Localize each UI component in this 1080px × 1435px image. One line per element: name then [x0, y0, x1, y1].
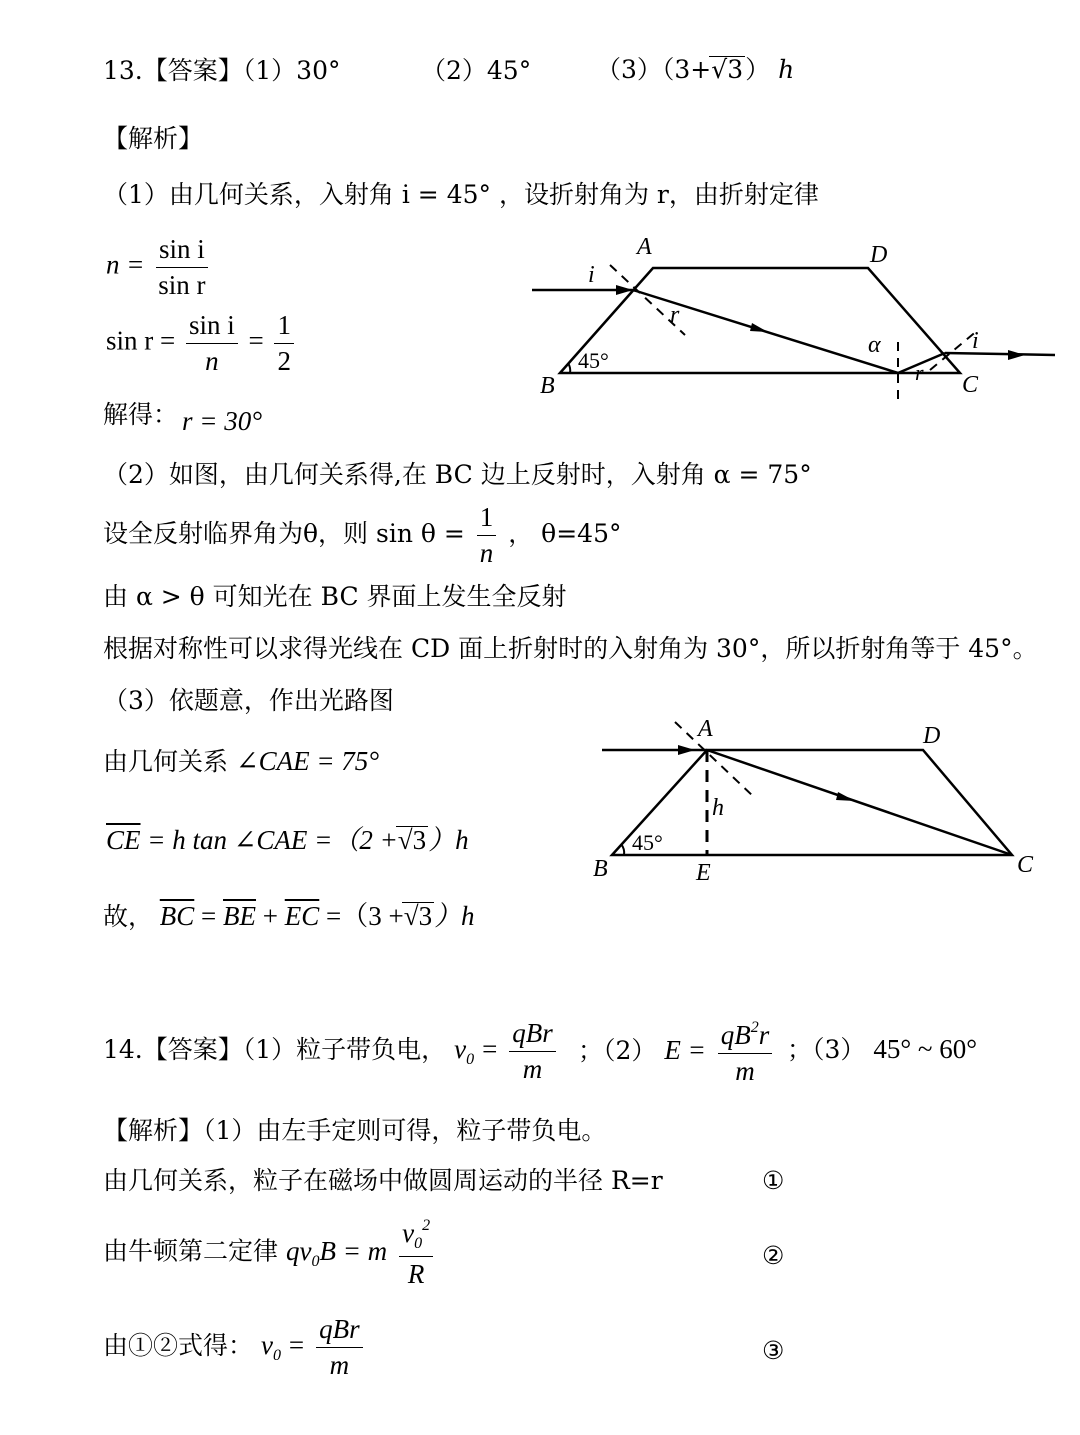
solve-label: 解得： — [103, 400, 179, 429]
figure-1-prism-path — [520, 230, 1065, 410]
ce-formula: $\overline{CE} = h$ tan ∠CAE =（2 +√3）h — [106, 825, 469, 855]
part2-text: （2）如图，由几何关系得,在 BC 边上反射时，入射角 α = 75° — [103, 460, 812, 489]
label-alpha: α — [868, 332, 881, 358]
exit-ray — [945, 353, 1055, 355]
incident-arrowhead — [678, 745, 695, 755]
label-i1: i — [588, 262, 595, 288]
q13-answer-3: （3）（3+√3） h — [596, 55, 795, 84]
trapezoid-abcd — [560, 268, 960, 373]
part3-text: （3）依题意，作出光路图 — [103, 686, 394, 715]
radius-line: 由几何关系，粒子在磁场中做圆周运动的半径 R=r — [103, 1166, 663, 1195]
figure-2-prism-path — [590, 710, 1040, 890]
q14-answer-3: ；（3） 45° ~ 60° — [787, 1034, 978, 1064]
newton-line: 由牛顿第二定律 $qv_0B = m$ $\frac{v_0^2}{R}$ — [103, 1218, 437, 1288]
normal-at-a — [675, 722, 755, 798]
label-angle-45: 45° — [632, 830, 663, 855]
critical-angle-line: 设全反射临界角为θ，则 sin θ = $\frac{1}{n}$ ， θ=45° — [103, 502, 622, 568]
label-d: D — [923, 723, 941, 749]
normal-at-cd — [930, 330, 978, 370]
refracted-arrowhead — [836, 792, 855, 801]
angle-cae-line: 由几何关系 ∠CAE = 75° — [103, 746, 380, 776]
label-b: B — [593, 856, 608, 882]
label-i2: i — [972, 328, 979, 354]
sin-r-formula: sin r = $\frac{\text{sin i}}{n}$ = $\frac{1}{2}$ — [106, 312, 298, 375]
total-reflection-line: 由 α > θ 可知光在 BC 界面上发生全反射 — [103, 582, 567, 611]
analysis-title: 【解析】 — [103, 124, 204, 153]
eq-number-2: ② — [762, 1241, 785, 1270]
result-line: 由①②式得： $v_0$ = $\frac{\text{qBr}}{m}$ — [103, 1316, 367, 1379]
label-c: C — [962, 372, 979, 398]
label-r1: r — [670, 302, 680, 328]
label-c: C — [1017, 852, 1034, 878]
part1-text: （1）由几何关系，入射角 i = 45° ，设折射角为 r，由折射定律 — [103, 180, 819, 209]
label-r2: r — [915, 360, 924, 385]
q13-answer-2: （2）45° — [421, 56, 532, 85]
label-angle-45: 45° — [578, 348, 609, 373]
refracted-arrowhead — [750, 323, 768, 332]
q14-analysis: 【解析】（1）由左手定则可得，粒子带负电。 — [103, 1116, 607, 1145]
label-d: D — [870, 242, 888, 268]
bc-formula: 故， $\overline{BC} = \overline{BE} + \overline{EC} =(3 +√3)h$ — [103, 901, 475, 931]
symmetry-line: 根据对称性可以求得光线在 CD 面上折射时的入射角为 30°，所以折射角等于 45°。 — [103, 634, 1038, 663]
snell-law-formula: n = $\frac{\text{sin i}}{\text{sin r}}$ — [106, 236, 212, 299]
exit-arrowhead — [1008, 350, 1025, 360]
label-h: h — [712, 795, 724, 821]
label-e: E — [696, 860, 711, 886]
q14-header: 14.【答案】（1）粒子带负电， $v_0$ = $\frac{\text{qBr}}{m}$ — [103, 1020, 560, 1083]
solve-value: r = 30° — [182, 406, 263, 436]
q14-answer-2: ；（2） E = $\frac{qB^2r}{m}$ — [578, 1020, 776, 1085]
eq-number-3: ③ — [762, 1336, 785, 1365]
q13-header: 13.【答案】（1）30° — [103, 56, 341, 85]
trapezoid-abcd — [612, 750, 1012, 855]
label-a: A — [637, 234, 652, 260]
label-b: B — [540, 373, 555, 399]
label-a: A — [698, 716, 713, 742]
eq-number-1: ① — [762, 1166, 785, 1195]
